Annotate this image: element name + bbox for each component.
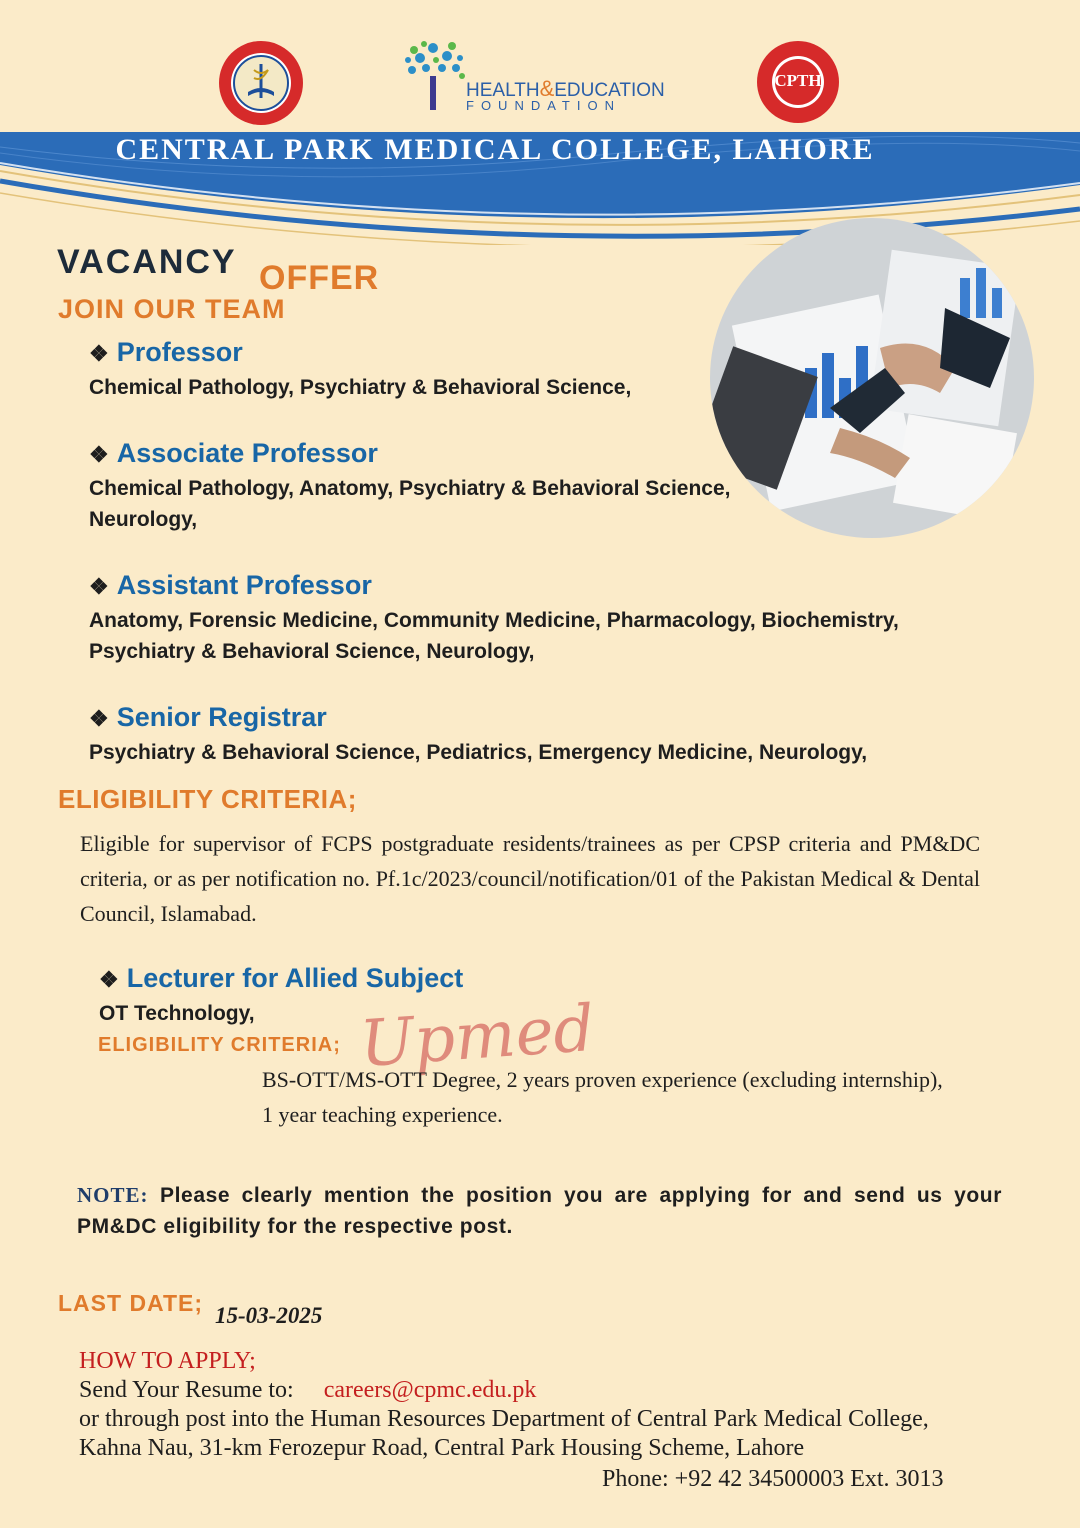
position-departments: Psychiatry & Behavioral Science, Pediatrics, Emergency Medicine, Neurology,	[89, 741, 868, 764]
note	[77, 1180, 1002, 1242]
handshake-photo	[710, 218, 1034, 538]
post-address-line2: Kahna Nau, 31-km Ferozepur Road, Central Park Housing Scheme, Lahore	[79, 1435, 805, 1461]
position-departments-cont: Neurology,	[89, 508, 198, 531]
cpth-logo	[756, 40, 840, 124]
diamond-bullet-icon: ❖	[89, 442, 109, 467]
how-to-apply-heading: HOW TO APPLY;	[79, 1348, 256, 1374]
eligibility-heading: ELIGIBILITY CRITERIA;	[58, 784, 357, 814]
cpmc-logo	[218, 40, 304, 126]
position-title: Assistant Professor	[116, 570, 372, 600]
vacancy-heading: VACANCY	[57, 243, 237, 281]
diamond-bullet-icon: ❖	[89, 341, 109, 366]
logo-health: HEALTH	[466, 80, 540, 101]
position-departments: Chemical Pathology, Psychiatry & Behavioral Science,	[89, 376, 632, 399]
watermark: Upmed	[357, 991, 597, 1083]
health-education-foundation-logo	[400, 36, 665, 116]
lecturer-eligibility-text	[262, 1062, 1022, 1132]
logo-foundation: FOUNDATION	[466, 98, 621, 113]
note-text: Please clearly mention the position you are applying for and send us your PM&DC eligibility for the respective post.	[77, 1184, 1002, 1238]
position-assistant-professor	[89, 570, 899, 667]
position-senior-registrar	[89, 702, 867, 768]
careers-email-link[interactable]: careers@cpmc.edu.pk	[323, 1377, 537, 1403]
join-team-heading: JOIN OUR TEAM	[58, 294, 286, 324]
position-title: Professor	[116, 337, 243, 367]
post-address-line1: or through post into the Human Resources Department of Central Park Medical College,	[79, 1406, 929, 1432]
last-date-value: 15-03-2025	[215, 1303, 323, 1328]
position-associate-professor	[89, 438, 731, 535]
logo-education: EDUCATION	[554, 80, 665, 101]
college-title: CENTRAL PARK MEDICAL COLLEGE, LAHORE	[115, 133, 875, 166]
tree-icon	[400, 36, 470, 114]
send-resume-label: Send Your Resume to:	[79, 1377, 294, 1403]
note-label: NOTE:	[77, 1183, 149, 1207]
send-resume-line	[79, 1377, 536, 1404]
diamond-bullet-icon: ❖	[99, 967, 119, 992]
phone-number: Phone: +92 42 34500003 Ext. 3013	[602, 1466, 944, 1492]
position-title: Associate Professor	[116, 438, 378, 468]
eligibility-text: Eligible for supervisor of FCPS postgraduate residents/trainees as per CPSP criteria and PM&DC criteria, or as per notification no. Pf.1c/2023/council/notification/01 of the Pakistan Medical & Dental Council, Islamabad.	[80, 831, 980, 926]
lecturer-subject: OT Technology,	[99, 1002, 255, 1025]
logo-amp: &	[539, 76, 555, 101]
position-title: Senior Registrar	[116, 702, 327, 732]
position-professor	[89, 337, 631, 403]
offer-heading: OFFER	[259, 259, 380, 297]
last-date-label: LAST DATE;	[58, 1290, 204, 1316]
diamond-bullet-icon: ❖	[89, 574, 109, 599]
cpth-initials: CPTH	[774, 71, 822, 90]
position-departments-cont: Psychiatry & Behavioral Science, Neurology,	[89, 640, 535, 663]
lecturer-eligibility-line: 1 year teaching experience.	[262, 1102, 503, 1127]
position-title: Lecturer for Allied Subject	[126, 963, 464, 993]
diamond-bullet-icon: ❖	[89, 706, 109, 731]
lecturer-eligibility-heading: ELIGIBILITY CRITERIA;	[98, 1034, 341, 1056]
lecturer-eligibility-line: BS-OTT/MS-OTT Degree, 2 years proven experience (excluding internship),	[262, 1067, 943, 1092]
position-departments: Anatomy, Forensic Medicine, Community Medicine, Pharmacology, Biochemistry,	[89, 609, 899, 632]
position-departments: Chemical Pathology, Anatomy, Psychiatry & Behavioral Science,	[89, 477, 731, 500]
